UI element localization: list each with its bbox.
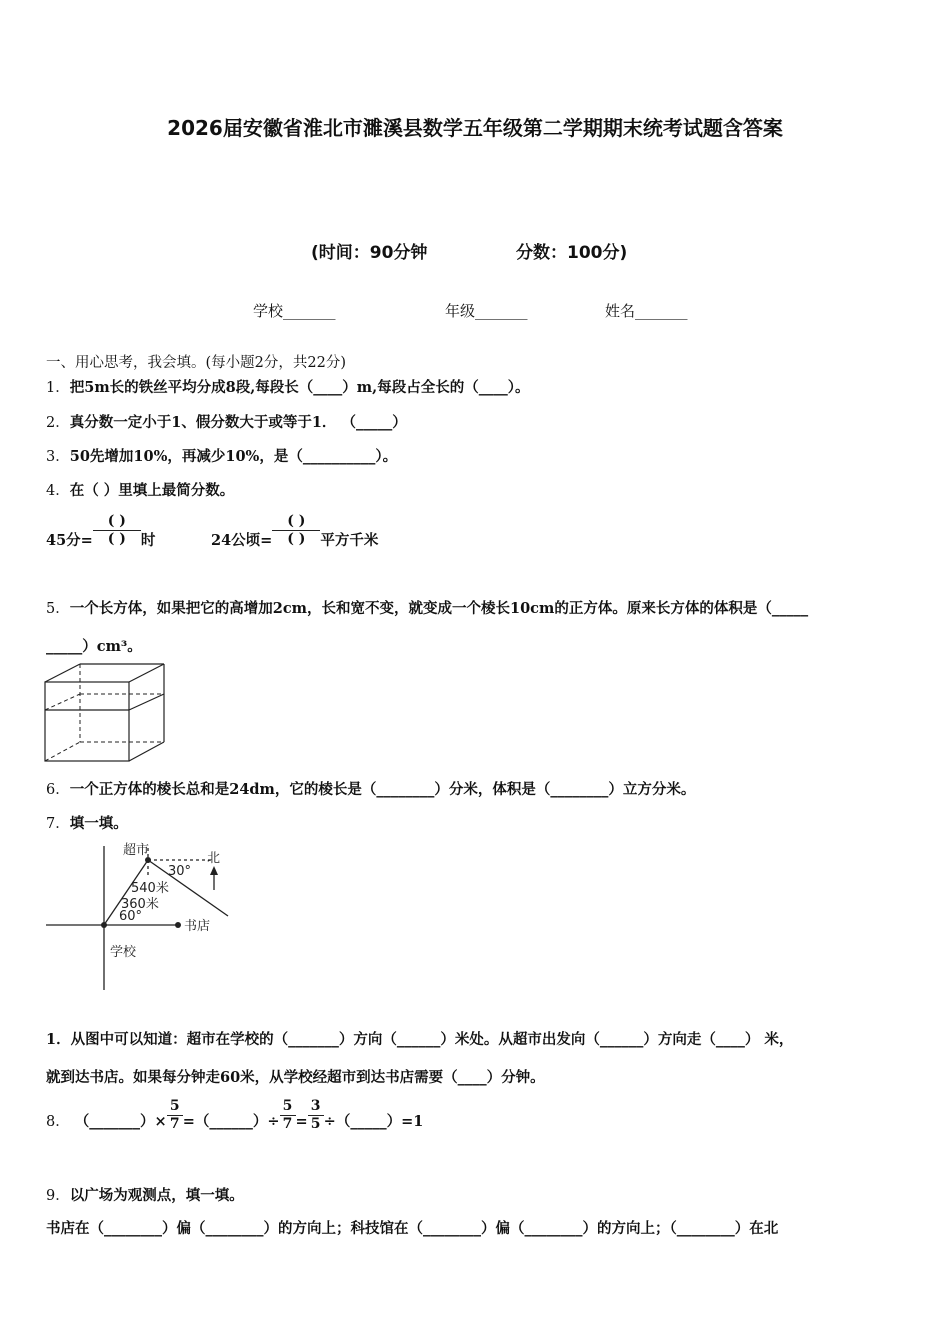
question-4-right-blank: 24公顷= $\frac{( )}{( )}$ 平方千米 (211, 513, 379, 549)
label-540m: 540米 (131, 881, 169, 896)
question-8: 8． （_______）× $\frac{5}{7}$ =（______）÷ $\frac{5}{7}$ = $\frac{3}{5}$ ÷（_____）=1 (46, 1098, 424, 1132)
question-5 (46, 597, 808, 618)
question-6 (46, 778, 695, 799)
label-360m: 360米 (121, 897, 159, 912)
question-text: 在（ ）里填上最简分数。 (69, 482, 235, 499)
question-7-sub-line2: 就到达书店。如果每分钟走60米，从学校经超市到达书店需要（____）分钟。 (46, 1069, 545, 1086)
school-field: 学校_______ (253, 302, 336, 320)
question-text: 一个长方体，如果把它的高增加2cm，长和宽不变，就变成一个棱长10cm的正方体。原来长方体的体积是（_____ (69, 600, 809, 617)
question-number: 4． (46, 483, 70, 499)
fraction-5-7: $\frac{5}{7}$ (167, 1098, 183, 1133)
question-7-sub-line1: 1．从图中可以知道：超市在学校的（_______）方向（______）米处。从超市出发向（______）方向走（____） 米， (46, 1031, 794, 1048)
question-number: 9． (46, 1188, 70, 1204)
label-bookstore: 书店 (184, 919, 211, 934)
fraction-blank: $\frac{( )}{( )}$ (93, 513, 141, 548)
question-text: 填一填。 (69, 815, 128, 832)
grade-field: 年级_______ (445, 302, 528, 320)
exam-time: (时间：90分钟 (311, 243, 428, 263)
question-number: 7． (46, 816, 70, 832)
label-school: 学校 (110, 945, 137, 960)
question-7 (46, 812, 128, 833)
label-angle-30: 30° (168, 864, 192, 879)
section-heading: 一、用心思考，我会填。(每小题2分，共22分) (46, 355, 346, 371)
question-9 (46, 1184, 244, 1205)
question-text: 真分数一定小于1、假分数大于或等于1． （_____） (69, 414, 407, 431)
question-5-line2: _____）cm³。 (46, 638, 142, 655)
question-text: 一个正方体的棱长总和是24dm，它的棱长是（________）分米，体积是（________）立方分米。 (69, 781, 696, 798)
question-text: 50先增加10%，再减少10%，是（__________）。 (69, 448, 398, 465)
question-number: 5． (46, 601, 70, 617)
question-number: 2． (46, 415, 70, 431)
exam-score: 分数：100分) (516, 243, 628, 263)
question-9-line2: 书店在（________）偏（________）的方向上；科技馆在（________）偏（________）的方向上；（________）在北 (46, 1220, 779, 1237)
label-north: 北 (207, 851, 221, 866)
cuboid-diagram (44, 662, 168, 764)
question-2 (46, 411, 407, 432)
question-1 (46, 376, 529, 397)
fraction-3-5: $\frac{3}{5}$ (308, 1098, 324, 1133)
fraction-blank: $\frac{( )}{( )}$ (272, 513, 320, 548)
direction-map (44, 838, 244, 994)
name-field: 姓名_______ (605, 302, 688, 320)
question-4 (46, 479, 234, 500)
question-number: 6． (46, 782, 70, 798)
question-number: 3． (46, 449, 70, 465)
question-number: 1． (46, 380, 70, 396)
label-supermarket: 超市 (123, 843, 150, 858)
document-title: 2026届安徽省淮北市濉溪县数学五年级第二学期期末统考试题含答案 (167, 116, 783, 140)
question-number: 8． (46, 1113, 70, 1130)
question-text: 把5m长的铁丝平均分成8段,每段长（____）m,每段占全长的（____）。 (69, 379, 530, 396)
label-angle-60: 60° (119, 909, 143, 924)
question-text: 以广场为观测点，填一填。 (69, 1187, 244, 1204)
question-4-left-blank: 45分= $\frac{( )}{( )}$ 时 (46, 513, 156, 549)
question-3 (46, 445, 397, 466)
fraction-5-7: $\frac{5}{7}$ (280, 1098, 296, 1133)
